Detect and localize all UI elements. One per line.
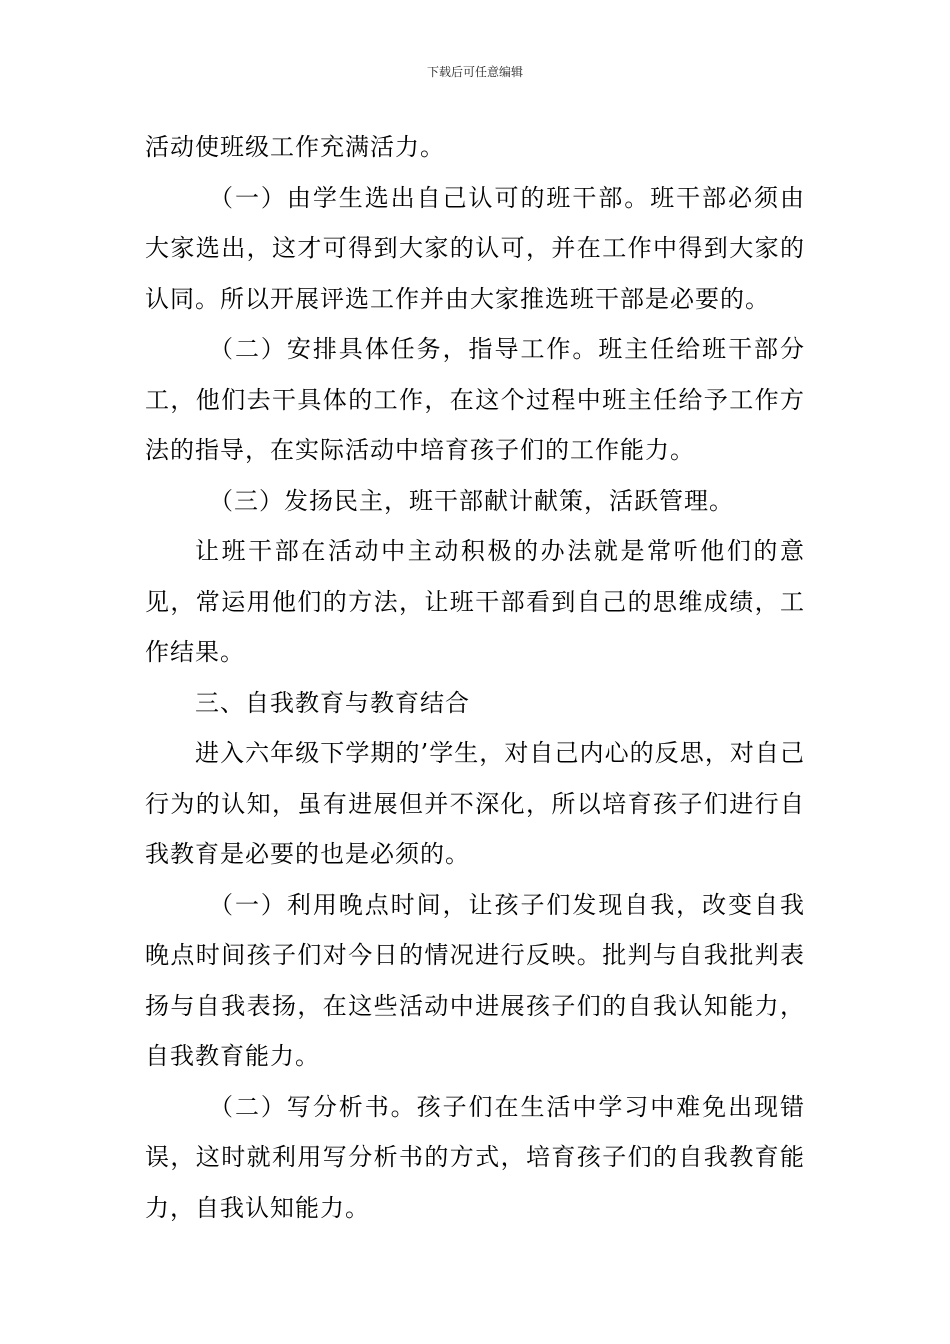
paragraph-item-1: （一）由学生选出自己认可的班干部。班干部必须由大家选出，这才可得到大家的认可，并在工作中得到大家的认同。所以开展评选工作并由大家推选班干部是必要的。	[145, 183, 805, 313]
paragraph-item-5: （二）写分析书。孩子们在生活中学习中难免出现错误，这时就利用写分析书的方式，培育孩子们的自我教育能力，自我认知能力。	[145, 1092, 805, 1222]
paragraph-body-2: 进入六年级下学期的’学生，对自己内心的反思，对自己行为的认知，虽有进展但并不深化，所以培育孩子们进行自我教育是必要的也是必须的。	[145, 739, 805, 868]
paragraph-intro: 活动使班级工作充满活力。	[145, 133, 445, 161]
paragraph-item-4: （一）利用晚点时间，让孩子们发现自我，改变自我晚点时间孩子们对今日的情况进行反映。批判与自我批判表扬与自我表扬，在这些活动中进展孩子们的自我认知能力，自我教育能力。	[145, 890, 805, 1070]
paragraph-item-2: （二）安排具体任务，指导工作。班主任给班干部分工，他们去干具体的工作，在这个过程中班主任给予工作方法的指导，在实际活动中培育孩子们的工作能力。	[145, 335, 805, 464]
paragraph-body-1: 让班干部在活动中主动积极的办法就是常听他们的意见，常运用他们的方法，让班干部看到自己的思维成绩，工作结果。	[145, 537, 805, 666]
page-header: 下载后可任意编辑	[426, 65, 523, 79]
document-body	[145, 122, 805, 1233]
paragraph-item-3: （三）发扬民主，班干部献计献策，活跃管理。	[209, 486, 734, 515]
section-heading: 三、自我教育与教育结合	[195, 688, 470, 717]
